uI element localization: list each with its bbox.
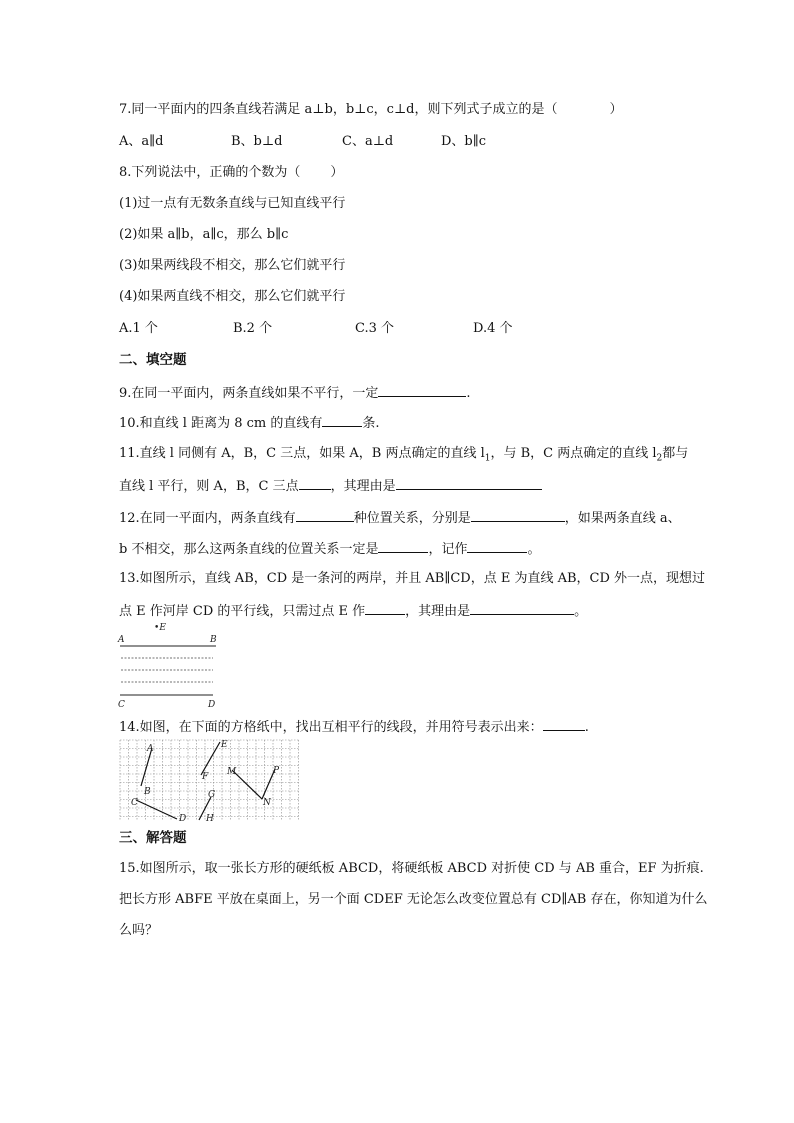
q14-label-f: F [202,772,209,782]
q14 [119,717,589,737]
q11-part1: 11.直线 l 同侧有 A，B，C 三点，如果 A，B 两点确定的直线 l [119,446,485,461]
q12-c: ，如果两条直线 a、 [564,511,681,526]
q13-point-e-label: •E [154,623,166,633]
q12-answer-blank-4[interactable] [467,539,527,553]
q8-statement-1: (1)过一点有无数条直线与已知直线平行 [119,196,346,211]
q12-line1 [119,508,681,528]
q9-end: . [466,386,471,401]
q12-answer-blank-1[interactable] [296,508,354,522]
q11-line2-b: ，其理由是 [330,479,396,494]
q14-segment-ef [201,742,220,775]
q12-a: 12.在同一平面内，两条直线有 [119,511,296,526]
q13-d: 。 [574,604,588,619]
q12-answer-blank-2[interactable] [471,508,565,522]
q11-answer-blank-2[interactable] [396,476,542,490]
q13-point-d-label: D [208,700,216,710]
q10-text: 10.和直线 l 距离为 8 cm 的直线有 [119,416,323,431]
q15-line3: 么吗？ [119,923,159,938]
q11-line1 [119,445,688,468]
q11-sub2: 2 [656,453,663,464]
q7-paren-close: ） [609,102,623,117]
q7-stem [119,101,623,119]
q15-line2: 把长方形 ABFE 平放在桌面上，另一个面 CDEF 无论怎么改变位置总有 CD∥AB 存在，你知道为什么 [119,892,708,907]
q10-answer-blank[interactable] [322,413,362,427]
q7-option-d: D、b∥c [441,134,487,149]
q13-b: 点 E 作河岸 CD 的平行线，只需过点 E 作 [119,604,366,619]
q13-point-a-label: A [118,635,125,645]
q14-grid-figure [119,739,301,823]
q14-end: . [584,720,589,735]
q11-part3: 都与 [662,446,689,461]
q14-answer-blank[interactable] [543,717,585,731]
q14-label-g: G [208,790,216,800]
q14-label-e: E [221,740,228,750]
q11-line2 [119,476,542,496]
q13-river-figure [116,620,226,710]
section-heading-answer: 三、解答题 [119,830,187,846]
q12-d: b 不相交，那么这两条直线的位置关系一定是 [119,542,379,557]
q12-line2 [119,539,541,559]
q7-stem-text: 7.同一平面内的四条直线若满足 a⊥b，b⊥c，c⊥d，则下列式子成立的是（ [119,102,558,117]
q12-f: 。 [527,542,541,557]
q14-segment-mn [232,770,262,799]
q10-end: 条. [362,416,380,431]
q14-label-p: P [273,766,280,776]
q9 [119,383,471,403]
q12-e: ，记作 [428,542,468,557]
q8-statement-4: (4)如果两直线不相交，那么它们就平行 [119,289,346,304]
q14-label-b: B [144,787,151,797]
q8-option-d: D.4 个 [473,321,513,336]
q8-option-c: C.3 个 [355,321,395,336]
q13-point-b-label: B [210,635,217,645]
q12-b: 种位置关系，分别是 [353,511,471,526]
q7-option-b: B、b⊥d [231,134,283,149]
q8-option-b: B.2 个 [233,321,273,336]
q10 [119,413,380,433]
q15-line1: 15.如图所示，取一张长方形的硬纸板 ABCD，将硬纸板 ABCD 对折使 CD 与 AB 重合，EF 为折痕. [119,861,704,876]
q14-label-c: C [131,798,138,808]
q8-option-a: A.1 个 [119,321,158,336]
q14-label-m: M [227,767,237,777]
q9-text: 9.在同一平面内，两条直线如果不平行，一定 [119,386,379,401]
q12-answer-blank-3[interactable] [378,539,428,553]
q8-stem-text: 8.下列说法中，正确的个数为（ [119,165,301,180]
q14-label-d: D [179,814,187,823]
q13-c: ，其理由是 [405,604,471,619]
q14-label-a: A [147,744,154,754]
q8-paren-close: ） [330,165,344,180]
q7-option-c: C、a⊥d [342,134,394,149]
q11-line2-a: 直线 l 平行，则 A，B，C 三点 [119,479,299,494]
q13-answer-blank-1[interactable] [365,601,405,615]
section-heading-fill-blank: 二、填空题 [119,352,187,368]
q13-answer-blank-2[interactable] [470,601,574,615]
q9-answer-blank[interactable] [378,383,466,397]
q13-line2 [119,601,587,621]
q11-sub1: 1 [484,453,491,464]
q8-statement-2: (2)如果 a∥b，a∥c，那么 b∥c [119,227,289,242]
q13-line1: 13.如图所示，直线 AB，CD 是一条河的两岸，并且 AB∥CD，点 E 为直线 AB，CD 外一点，现想过 [119,571,706,586]
q11-answer-blank-1[interactable] [299,476,331,490]
q13-point-c-label: C [118,700,125,710]
q14-label-n: N [263,798,271,808]
q14-label-h: H [206,814,214,823]
q11-part2: ，与 B，C 两点确定的直线 l [490,446,657,461]
q14-text: 14.如图，在下面的方格纸中，找出互相平行的线段，并用符号表示出来： [119,720,543,735]
q8-stem [119,164,343,182]
q7-option-a: A、a∥d [119,134,164,149]
q8-statement-3: (3)如果两线段不相交，那么它们就平行 [119,258,346,273]
